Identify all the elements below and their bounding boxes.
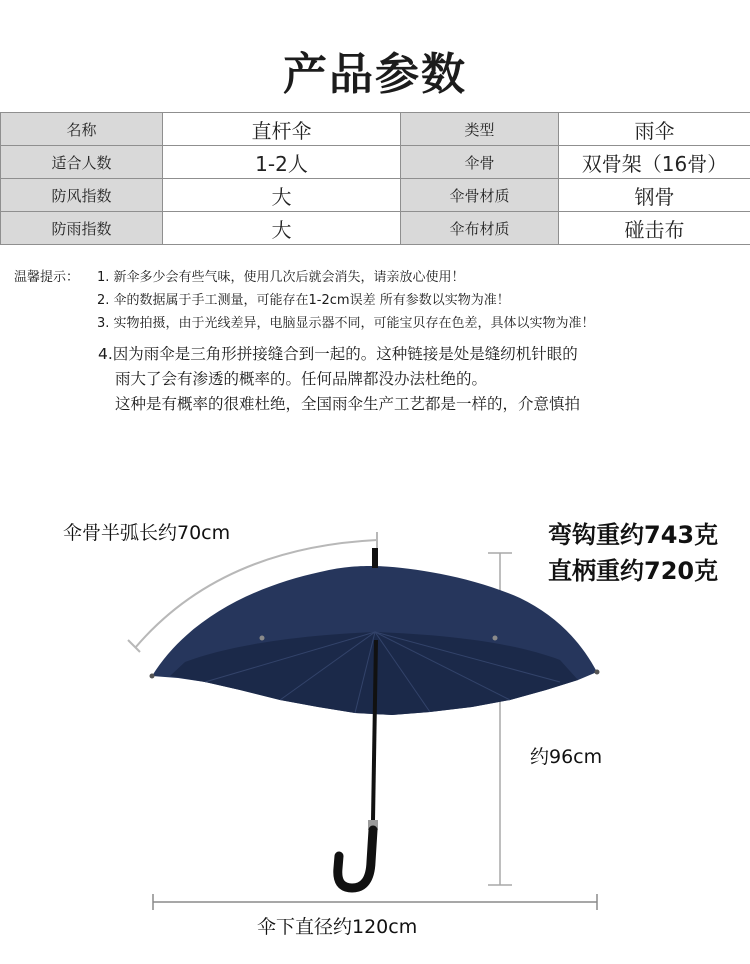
spec-value: 碰击布 [559, 212, 750, 245]
tip-item: 温馨提示： 1. 新伞多少会有些气味，使用几次后就会消失，请亲放心使用！ [14, 266, 744, 289]
spec-label: 类型 [401, 113, 559, 146]
spec-label: 伞骨 [401, 146, 559, 179]
spec-label: 适合人数 [1, 146, 163, 179]
tip-item: 3. 实物拍摄，由于光线差异，电脑显示器不同，可能宝贝存在色差，具体以实物为准！ [97, 316, 595, 331]
notice-line: 这种是有概率的很难杜绝，全国雨伞生产工艺都是一样的，介意慎拍 [115, 395, 581, 413]
spec-value: 直杆伞 [163, 113, 401, 146]
diameter-measure-line [153, 894, 597, 910]
spec-label: 防雨指数 [1, 212, 163, 245]
height-label: 约96cm [530, 746, 603, 768]
spec-value: 钢骨 [559, 179, 750, 212]
hook-weight-label: 弯钩重约743克 [548, 521, 719, 549]
spec-value: 1-2人 [163, 146, 401, 179]
notice-line: 4.因为雨伞是三角形拼接缝合到一起的。这种链接是处是缝纫机针眼的 [98, 345, 578, 363]
umbrella-tip [372, 548, 378, 568]
spec-label: 防风指数 [1, 179, 163, 212]
tip-item: 2. 伞的数据属于手工测量，可能存在1-2cm误差 所有参数以实物为准！ [97, 293, 510, 308]
tips-prefix: 温馨提示： [14, 270, 80, 285]
diameter-label: 伞下直径约120cm [257, 916, 418, 938]
spec-value: 雨伞 [559, 113, 750, 146]
spec-value: 大 [163, 179, 401, 212]
page-title: 产品参数 [283, 49, 467, 100]
spec-label: 伞布材质 [401, 212, 559, 245]
spec-value: 双骨架（16骨） [559, 146, 750, 179]
notice-line: 雨大了会有渗透的概率的。任何品牌都没办法杜绝的。 [115, 370, 488, 388]
straight-weight-label: 直柄重约720克 [548, 557, 719, 585]
spec-value: 大 [163, 212, 401, 245]
spec-label: 伞骨材质 [401, 179, 559, 212]
arc-length-label: 伞骨半弧长约70cm [63, 522, 231, 544]
spec-label: 名称 [1, 113, 163, 146]
